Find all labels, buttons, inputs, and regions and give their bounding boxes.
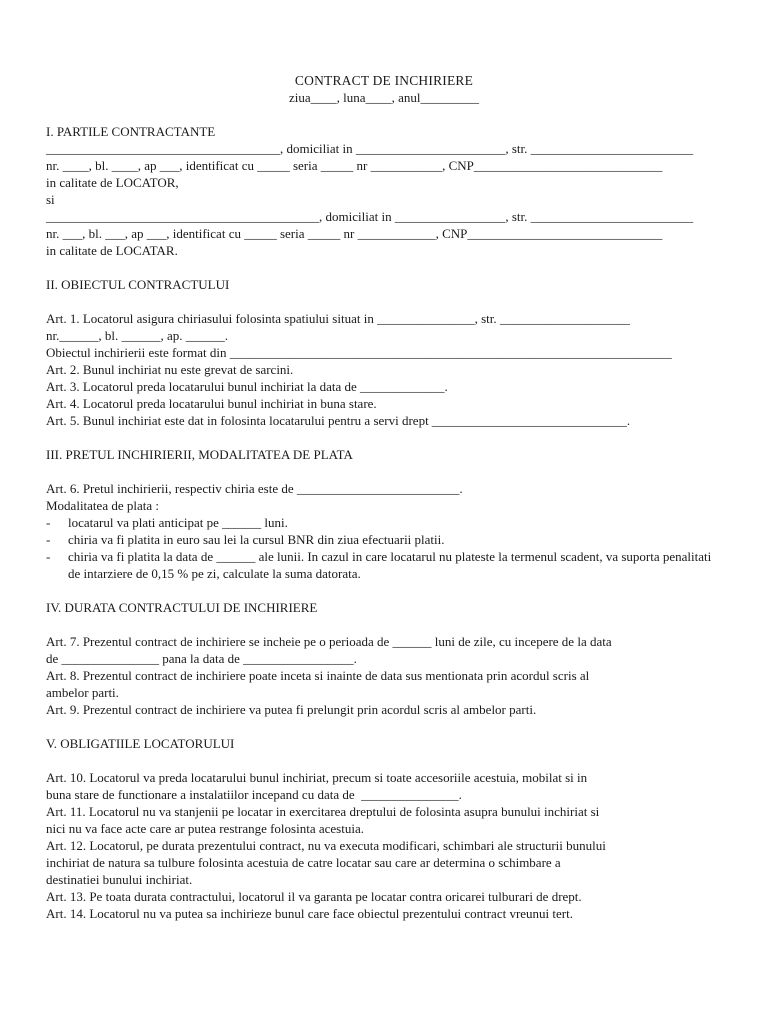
contract-title: CONTRACT DE INCHIRIERE xyxy=(294,73,474,88)
section-heading-obligations: V. OBLIGATIILE LOCATORULUI xyxy=(46,736,235,751)
payment-bullet-text: locatarul va plati anticipat pe ______ luni. xyxy=(68,515,288,530)
object-line: Art. 5. Bunul inchiriat este dat in folosinta locatarului pentru a servi drept ______________________________. xyxy=(46,413,631,428)
obligations-line: Art. 11. Locatorul nu va stanjenii pe locatar in exercitarea dreptului de folosinta asupra bunului inchiriat si xyxy=(46,804,600,819)
object-line: Art. 2. Bunul inchiriat nu este grevat de sarcini. xyxy=(46,362,294,377)
dash-bullet-icon: - xyxy=(46,532,51,547)
parties-line: nr. ___, bl. ___, ap ___, identificat cu _____ seria _____ nr ____________, CNP______________________________ xyxy=(46,226,663,241)
parties-line: in calitate de LOCATOR, xyxy=(46,175,179,190)
payment-bullet-text: chiria va fi platita in euro sau lei la cursul BNR din ziua efectuarii platii. xyxy=(68,532,445,547)
section-heading-object: II. OBIECTUL CONTRACTULUI xyxy=(46,277,230,292)
duration-line: Art. 7. Prezentul contract de inchiriere se incheie pe o perioada de ______ luni de zile, cu incepere de la data xyxy=(46,634,612,649)
contract-page xyxy=(46,72,722,922)
section-heading-parties: I. PARTILE CONTRACTANTE xyxy=(46,124,216,139)
parties-line: in calitate de LOCATAR. xyxy=(46,243,178,258)
obligations-line: Art. 10. Locatorul va preda locatarului bunul inchiriat, precum si toate accesoriile acestuia, mobilat si in xyxy=(46,770,588,785)
object-line: nr.______, bl. ______, ap. ______. xyxy=(46,328,228,343)
duration-line: ambelor parti. xyxy=(46,685,119,700)
payment-bullet-text: chiria va fi platita la data de ______ ale lunii. In cazul in care locatarul nu plateste la termenul scadent, va suporta penalitati de intarziere de 0,15 % pe zi, calculate la suma datorata. xyxy=(68,549,712,581)
duration-line: de _______________ pana la data de _________________. xyxy=(46,651,357,666)
obligations-line: Art. 14. Locatorul nu va putea sa inchirieze bunul care face obiectul prezentului contract vreunui tert. xyxy=(46,906,573,921)
payment-bullet xyxy=(46,531,722,548)
parties-line: si xyxy=(46,192,55,207)
object-line: Obiectul inchirierii este format din ____________________________________________________________________ xyxy=(46,345,672,360)
section-heading-duration: IV. DURATA CONTRACTULUI DE INCHIRIERE xyxy=(46,600,318,615)
obligations-line: nici nu va face acte care ar putea restrange folosinta acestuia. xyxy=(46,821,364,836)
object-line: Art. 4. Locatorul preda locatarului bunul inchiriat in buna stare. xyxy=(46,396,377,411)
duration-line: Art. 9. Prezentul contract de inchiriere va putea fi prelungit prin acordul scris al ambelor parti. xyxy=(46,702,537,717)
obligations-line: Art. 12. Locatorul, pe durata prezentului contract, nu va executa modificari, schimbari ale structurii bunului xyxy=(46,838,606,853)
dash-bullet-icon: - xyxy=(46,515,51,530)
obligations-line: destinatiei bunului inchiriat. xyxy=(46,872,193,887)
duration-line: Art. 8. Prezentul contract de inchiriere poate inceta si inainte de data sus mentionata prin acordul scris al xyxy=(46,668,590,683)
object-line: Art. 1. Locatorul asigura chiriasului folosinta spatiului situat in _______________, str. ____________________ xyxy=(46,311,630,326)
dash-bullet-icon: - xyxy=(46,549,51,564)
date-line: ziua____, luna____, anul_________ xyxy=(289,90,479,105)
object-line: Art. 3. Locatorul preda locatarului bunul inchiriat la data de _____________. xyxy=(46,379,448,394)
price-line: Art. 6. Pretul inchirierii, respectiv chiria este de _________________________. xyxy=(46,481,463,496)
payment-bullet xyxy=(46,514,722,531)
parties-line: __________________________________________, domiciliat in _________________, str. _________________________ xyxy=(46,209,694,224)
obligations-line: Art. 13. Pe toata durata contractului, locatorul il va garanta pe locatar contra oricarei tulburari de drept. xyxy=(46,889,582,904)
parties-line: nr. ____, bl. ____, ap ___, identificat cu _____ seria _____ nr ___________, CNP_____________________________ xyxy=(46,158,663,173)
parties-line: ____________________________________, domiciliat in _______________________, str. _________________________ xyxy=(46,141,694,156)
section-heading-price: III. PRETUL INCHIRIERII, MODALITATEA DE PLATA xyxy=(46,447,353,462)
price-line: Modalitatea de plata : xyxy=(46,498,159,513)
payment-bullet xyxy=(46,548,722,582)
obligations-line: buna stare de functionare a instalatiilor incepand cu data de _______________. xyxy=(46,787,462,802)
obligations-line: inchiriat de natura sa tulbure folosinta acestuia de catre locatar sau care ar determina o schimbare a xyxy=(46,855,561,870)
